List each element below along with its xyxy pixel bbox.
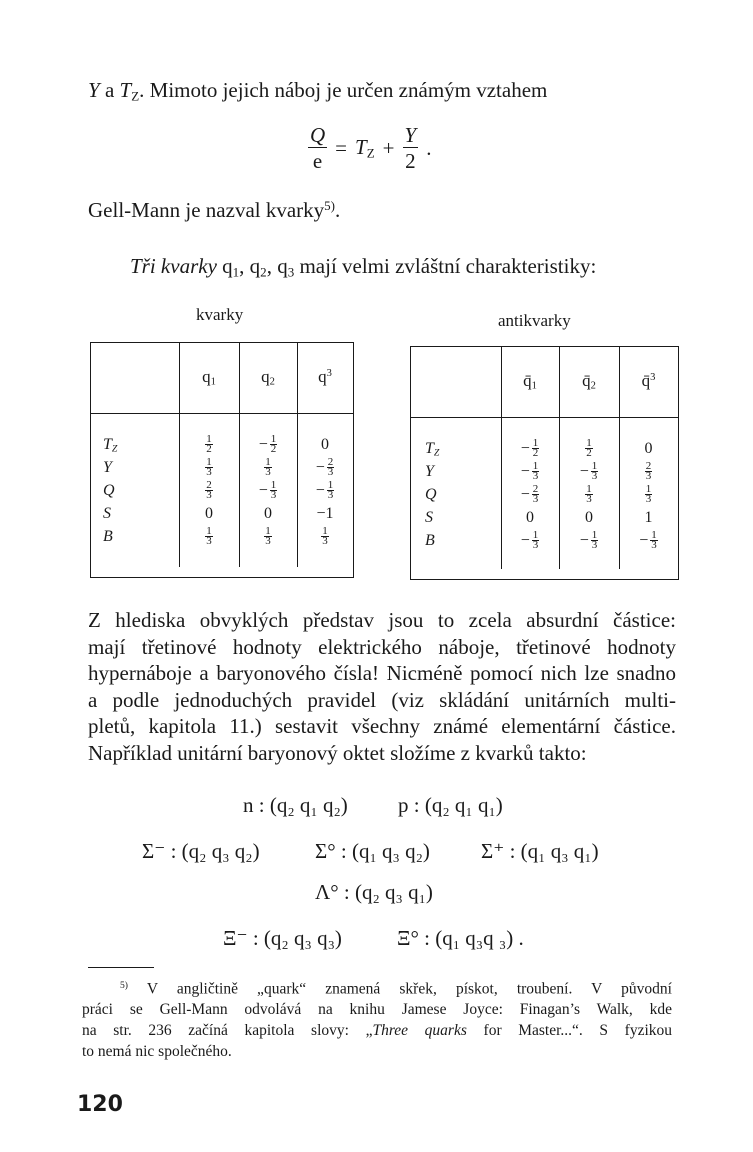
intro-T: T: [119, 78, 132, 102]
table-row-label: [103, 479, 115, 502]
cell-fraction: [205, 458, 213, 477]
cell-value: 0: [526, 508, 534, 526]
fraction-numerator: 1: [206, 433, 212, 445]
gellmann-line: [88, 198, 340, 223]
footnote: [82, 975, 672, 1062]
octet-sigma-zero-label: Σ°: [315, 839, 336, 863]
cell-fraction: [321, 527, 329, 546]
table-header-base: q: [202, 367, 211, 386]
cell-sign: −: [258, 481, 268, 499]
footnote-line-2: práci se Gell-Mann odvolává na knihu Jamese Joyce: Finagan’s Walk, kde: [82, 1001, 672, 1019]
table-cell: [559, 483, 619, 506]
fraction-denominator: 3: [322, 535, 328, 547]
fraction-numerator: 1: [532, 460, 539, 472]
formula-equals: =: [335, 136, 348, 161]
cell-value: 0: [205, 504, 213, 522]
cell-sign: −: [520, 462, 530, 480]
octet-sigma-zero-content: : (q₁ q₃ q₂): [340, 839, 430, 863]
row-label-base: Y: [103, 459, 112, 476]
cell-fraction: [585, 485, 593, 504]
cell-fraction: [264, 527, 272, 546]
comma-2: ,: [266, 254, 272, 278]
intro-T-sub: Z: [131, 88, 140, 104]
footnote-line-3-text: na str. 236 začíná kapitola slovy:: [82, 1022, 349, 1040]
row-label-base: T: [425, 440, 434, 457]
table-header-index: 1: [210, 376, 216, 388]
cell-fraction: [270, 435, 278, 454]
octet-xi-zero-label: Ξ°: [397, 926, 419, 950]
row-label-base: Q: [103, 482, 115, 499]
fraction-denominator: 3: [327, 489, 334, 501]
octet-p-content: : (q₂ q₁ q₁): [413, 793, 503, 817]
table-cell: [559, 529, 619, 552]
table-cell: [239, 456, 297, 479]
cell-value: 0: [321, 435, 329, 453]
cell-fraction: [645, 485, 653, 504]
fraction-denominator: 2: [532, 447, 539, 459]
q1-base: q: [222, 254, 233, 278]
cell-fraction: [327, 481, 335, 500]
table-row-label: [103, 525, 113, 548]
table-row-label: [103, 502, 111, 525]
fraction-numerator: 1: [322, 525, 328, 537]
cell-value: 1: [644, 508, 653, 526]
cell-sign: −: [579, 462, 589, 480]
row-label-base: S: [425, 509, 433, 526]
table-header-index: 2: [269, 376, 275, 388]
octet-sigma-minus-content: : (q₂ q₃ q₂): [170, 839, 260, 863]
cell-sign: −: [258, 435, 268, 453]
three-quarks-line: [130, 254, 596, 280]
footnote-quote-open: „: [365, 1022, 373, 1040]
cell-fraction: [650, 531, 658, 550]
fraction-numerator: 1: [327, 479, 334, 491]
octet-lambda: [315, 880, 433, 905]
row-label-sub: Z: [111, 443, 118, 455]
fraction-denominator: 3: [206, 466, 212, 478]
cell-fraction: [591, 531, 599, 550]
fraction-denominator: 3: [532, 493, 539, 505]
table-header-base: q̄: [523, 371, 532, 390]
formula-dot: .: [426, 136, 432, 161]
octet-sigma-zero: [315, 839, 430, 864]
fraction-numerator: 2: [532, 483, 539, 495]
q3-sub: 3: [287, 264, 295, 280]
table-cell: [559, 506, 619, 529]
table-cell: [179, 525, 239, 548]
table-row-label: [425, 506, 433, 529]
table-cell: [501, 529, 559, 552]
fraction-numerator: 1: [270, 433, 277, 445]
table-cell: [501, 506, 559, 529]
formula-T: T: [355, 135, 367, 160]
octet-n-content: : (q₂ q₁ q₂): [258, 793, 348, 817]
cell-value: 0: [644, 439, 653, 457]
table-cell: [239, 479, 297, 502]
paragraph-line: a podle jednoduchých pravidel (viz skládání unitárních multi-: [88, 687, 676, 712]
formula-e: e: [312, 149, 323, 174]
fraction-denominator: 2: [270, 443, 277, 455]
table-cell: [179, 433, 239, 456]
octet-p: [398, 793, 503, 818]
table-cell: [619, 460, 678, 483]
fraction-denominator: 3: [206, 489, 212, 501]
table-row-label: [103, 456, 112, 479]
intro-a: a: [104, 78, 115, 102]
fraction-denominator: 3: [265, 466, 271, 478]
cell-fraction: [532, 485, 540, 504]
cell-value: 0: [585, 508, 593, 526]
footnote-rule: [88, 967, 154, 968]
paragraph-line: pletů, kapitola 11.) sestavit všechny známé elementární částice.: [88, 714, 676, 738]
page-number: 120: [77, 1092, 123, 1117]
octet-sigma-minus: [142, 839, 260, 864]
table-header-cell: [559, 371, 619, 392]
row-label-base: S: [103, 505, 111, 522]
table-cell: [239, 502, 297, 525]
fraction-denominator: 3: [270, 489, 277, 501]
octet-xi-minus: [223, 926, 342, 951]
fraction-numerator: 1: [645, 483, 652, 495]
footnote-mark: 5): [120, 980, 128, 991]
table-row-label: [425, 529, 435, 552]
table-cell: [179, 456, 239, 479]
row-label-base: B: [425, 532, 435, 549]
table-cell: [501, 483, 559, 506]
cell-sign: −: [520, 485, 530, 503]
fraction-denominator: 3: [645, 470, 652, 482]
table-cell: [239, 433, 297, 456]
fraction-numerator: 2: [206, 479, 212, 491]
quarks-table: [90, 342, 354, 578]
q3-base: q: [277, 254, 288, 278]
cell-sign: −: [520, 531, 530, 549]
octet-sigma-plus-label: Σ⁺: [481, 839, 505, 863]
fraction-denominator: 3: [327, 466, 334, 478]
cell-fraction: [645, 462, 653, 481]
table-cell: [239, 525, 297, 548]
fraction-denominator: 3: [591, 539, 598, 551]
formula-y-over-2: [403, 124, 419, 173]
octet-sigma-plus-content: : (q₁ q₃ q₁): [509, 839, 599, 863]
table-cell: [297, 525, 353, 548]
footnote-line-1-text: V angličtině „quark“ znamená skřek, pískot, troubení. V původní: [146, 980, 672, 998]
octet-lambda-content: : (q₂ q₃ q₁): [343, 880, 433, 904]
octet-sigma-plus: [481, 839, 599, 864]
table-cell: [297, 433, 353, 456]
cell-fraction: [205, 481, 213, 500]
table-header-cell: [501, 371, 559, 392]
octet-xi-minus-label: Ξ⁻: [223, 926, 248, 950]
fraction-numerator: 1: [591, 529, 598, 541]
three-quarks-rest: mají velmi zvláštní charakteristiky:: [299, 254, 597, 278]
footnote-line-4: to nemá nic společného.: [82, 1043, 232, 1061]
table-header-cell: [239, 367, 297, 388]
intro-Y: Y: [88, 78, 100, 102]
paragraph-line: hypernáboje a baryonového čísla! Nicméně pomocí nich lze snadno: [88, 661, 676, 685]
antiquarks-caption: antikvarky: [498, 311, 571, 330]
table-cell: [501, 437, 559, 460]
fraction-numerator: 2: [327, 456, 334, 468]
fraction-numerator: 1: [270, 479, 277, 491]
fraction-numerator: 1: [265, 456, 271, 468]
cell-fraction: [205, 435, 213, 454]
table-row-label: [425, 437, 439, 460]
fraction-denominator: 3: [206, 535, 212, 547]
cell-sign: −: [520, 439, 530, 457]
gellmann-text: Gell-Mann je nazval kvarky: [88, 198, 325, 223]
row-label-base: T: [103, 436, 112, 453]
table-cell: [619, 483, 678, 506]
octet-xi-zero-content: : (q₁ q₃q ₃) .: [424, 926, 524, 950]
table-cell: [179, 479, 239, 502]
fraction-denominator: 3: [532, 470, 539, 482]
cell-fraction: [327, 458, 335, 477]
fraction-numerator: 1: [591, 460, 598, 472]
fraction-denominator: 2: [206, 443, 212, 455]
table-header-line: [411, 417, 678, 418]
cell-fraction: [591, 462, 599, 481]
main-paragraph: [88, 607, 676, 766]
formula-q-over-e: [308, 124, 327, 173]
table-header-index: 3: [650, 372, 656, 384]
fraction-numerator: 1: [586, 483, 592, 495]
table-row-label: [425, 483, 437, 506]
table-cell: [501, 460, 559, 483]
cell-sign: −: [315, 458, 325, 476]
cell-fraction: [264, 458, 272, 477]
table-cell: [297, 456, 353, 479]
footnote-line-1: [82, 975, 672, 999]
octet-sigma-minus-label: Σ⁻: [142, 839, 166, 863]
table-cell: [297, 479, 353, 502]
gellmann-end: .: [335, 198, 341, 223]
octet-n: [243, 793, 348, 818]
footnote-line-3: [82, 1020, 672, 1041]
cell-fraction: [270, 481, 278, 500]
antiquarks-table: [410, 346, 679, 580]
footnote-quote-rest: for Master...“. S fyzikou: [483, 1022, 673, 1040]
table-cell: [619, 437, 678, 460]
fraction-numerator: 1: [206, 525, 212, 537]
table-cell: [619, 529, 678, 552]
fraction-denominator: 3: [532, 539, 539, 551]
charge-formula: [308, 124, 431, 173]
table-cell: [559, 460, 619, 483]
octet-xi-zero: [397, 926, 524, 951]
table-header-base: q̄: [641, 371, 651, 390]
formula-Y: Y: [404, 123, 417, 147]
fraction-denominator: 2: [586, 447, 592, 459]
table-header-index: 2: [590, 380, 596, 392]
q1-sub: 1: [232, 264, 240, 280]
table-header-base: q̄: [582, 371, 591, 390]
fraction-denominator: 3: [645, 493, 652, 505]
cell-value: −1: [316, 504, 334, 522]
fraction-denominator: 3: [586, 493, 592, 505]
three-quarks-italic: Tři kvarky: [130, 254, 217, 278]
table-cell: [559, 437, 619, 460]
q2-sub: 2: [260, 264, 267, 280]
fraction-denominator: 3: [651, 539, 657, 551]
fraction-numerator: 1: [651, 529, 657, 541]
table-cell: [619, 506, 678, 529]
paragraph-line: Z hlediska obvyklých představ jsou to zcela absurdní částice:: [88, 608, 676, 632]
table-header-base: q: [318, 367, 327, 386]
formula-two: 2: [405, 149, 416, 174]
fraction-numerator: 1: [532, 437, 539, 449]
table-header-cell: [297, 367, 353, 387]
comma-1: ,: [239, 254, 245, 278]
cell-sign: −: [639, 531, 649, 549]
octet-p-label: p: [398, 793, 409, 817]
intro-line: [88, 78, 547, 104]
cell-fraction: [205, 527, 213, 546]
row-label-base: B: [103, 528, 113, 545]
fraction-denominator: 3: [591, 470, 598, 482]
fraction-numerator: 1: [206, 456, 212, 468]
cell-value: 0: [264, 504, 272, 522]
octet-n-label: n: [243, 793, 254, 817]
intro-rest: . Mimoto jejich náboj je určen známým vztahem: [139, 78, 548, 102]
octet-xi-minus-content: : (q₂ q₃ q₃): [252, 926, 342, 950]
table-header-line: [91, 413, 353, 414]
footnote-quote-italic: Three quarks: [372, 1022, 467, 1040]
octet-lambda-label: Λ°: [315, 880, 339, 904]
table-header-base: q: [261, 367, 270, 386]
fraction-numerator: 2: [645, 460, 652, 472]
table-row-label: [103, 433, 117, 456]
gellmann-footnote-ref: 5): [324, 198, 336, 213]
table-header-index: 3: [326, 368, 332, 380]
fraction-numerator: 1: [265, 525, 271, 537]
fraction-numerator: 1: [586, 437, 592, 449]
paragraph-line: mají třetinové hodnoty elektrického náboje, třetinové hodnoty: [88, 634, 676, 659]
formula-Tz: [355, 135, 375, 161]
table-header-cell: [619, 371, 678, 391]
table-cell: [297, 502, 353, 525]
cell-fraction: [585, 439, 593, 458]
cell-fraction: [532, 462, 540, 481]
row-label-base: Q: [425, 486, 437, 503]
table-row-label: [425, 460, 434, 483]
q2-base: q: [249, 254, 261, 278]
row-label-sub: Z: [433, 447, 440, 459]
row-label-base: Y: [425, 463, 434, 480]
fraction-denominator: 3: [265, 535, 271, 547]
quarks-caption: kvarky: [196, 305, 244, 324]
fraction-numerator: 1: [532, 529, 539, 541]
formula-T-sub: Z: [366, 145, 375, 161]
table-cell: [179, 502, 239, 525]
cell-fraction: [532, 439, 540, 458]
cell-sign: −: [315, 481, 325, 499]
paragraph-line: Například unitární baryonový oktet složíme z kvarků takto:: [88, 740, 587, 765]
table-header-cell: [179, 367, 239, 388]
formula-Q: Q: [310, 123, 326, 147]
table-header-index: 1: [531, 380, 537, 392]
cell-sign: −: [579, 531, 589, 549]
cell-fraction: [532, 531, 540, 550]
formula-plus: +: [382, 136, 395, 161]
